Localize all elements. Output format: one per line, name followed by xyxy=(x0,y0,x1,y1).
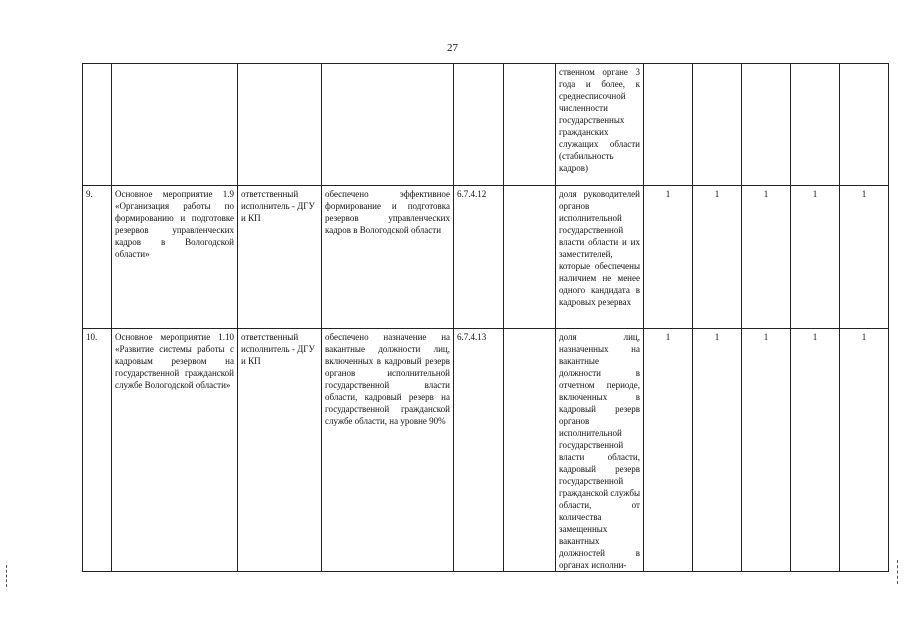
row-index: 10. xyxy=(83,329,112,572)
program-table xyxy=(82,63,889,572)
value-cell: 1 xyxy=(742,186,791,329)
indicator-cell: доля руководителей органов исполнительной государственной власти области и их заместителей, которые обеспечены наличием не менее одного кандидата в кадровых резервах xyxy=(556,186,644,329)
executor-cell: ответственный исполнитель - ДГУ и КП xyxy=(238,329,322,572)
value-cell: 1 xyxy=(693,186,742,329)
page-number: 27 xyxy=(447,42,458,54)
empty-cell xyxy=(504,329,556,572)
code-cell xyxy=(454,64,504,186)
value-cell xyxy=(791,64,840,186)
value-cell: 1 xyxy=(840,186,889,329)
margin-mark-right xyxy=(897,560,899,584)
indicator-cell: доля лиц, назначенных на вакантные должности в отчетном периоде, включенных в кадровый резерв органов исполнительной государственной власти области, кадровый резерв государственной гражданской службы области, от количества замещенных вакантных должностей в органах исполни- xyxy=(556,329,644,572)
value-cell: 1 xyxy=(742,329,791,572)
value-cell: 1 xyxy=(791,186,840,329)
empty-cell xyxy=(504,64,556,186)
value-cell xyxy=(693,64,742,186)
table-row xyxy=(83,329,889,572)
value-cell xyxy=(644,64,693,186)
event-cell: Основное мероприятие 1.9 «Организация работы по формированию и подготовке резервов управленческих кадров в Вологодской области» xyxy=(112,186,238,329)
executor-cell: ответственный исполнитель - ДГУ и КП xyxy=(238,186,322,329)
value-cell xyxy=(742,64,791,186)
executor-cell xyxy=(238,64,322,186)
value-cell: 1 xyxy=(644,329,693,572)
margin-mark-left xyxy=(6,565,8,587)
result-cell: обеспечено эффективное формирование и подготовка резервов управленческих кадров в Вологодской области xyxy=(322,186,454,329)
result-cell xyxy=(322,64,454,186)
row-index: 9. xyxy=(83,186,112,329)
event-cell xyxy=(112,64,238,186)
result-cell: обеспечено назначение на вакантные должности лиц, включенных в кадровый резерв органов исполнительной государственной власти области, кадровый резерв на государственной гражданской службе области, на уровне 90% xyxy=(322,329,454,572)
value-cell: 1 xyxy=(693,329,742,572)
empty-cell xyxy=(504,186,556,329)
code-cell: 6.7.4.12 xyxy=(454,186,504,329)
code-cell: 6.7.4.13 xyxy=(454,329,504,572)
value-cell xyxy=(840,64,889,186)
indicator-cell: ственном органе 3 года и более, к среднесписочной численности государственных гражданских служащих области (стабильность кадров) xyxy=(556,64,644,186)
row-index xyxy=(83,64,112,186)
table-row xyxy=(83,186,889,329)
value-cell: 1 xyxy=(644,186,693,329)
table-row xyxy=(83,64,889,186)
value-cell: 1 xyxy=(791,329,840,572)
value-cell: 1 xyxy=(840,329,889,572)
event-cell: Основное мероприятие 1.10 «Развитие системы работы с кадровым резервом на государственной гражданской службе Вологодской области» xyxy=(112,329,238,572)
